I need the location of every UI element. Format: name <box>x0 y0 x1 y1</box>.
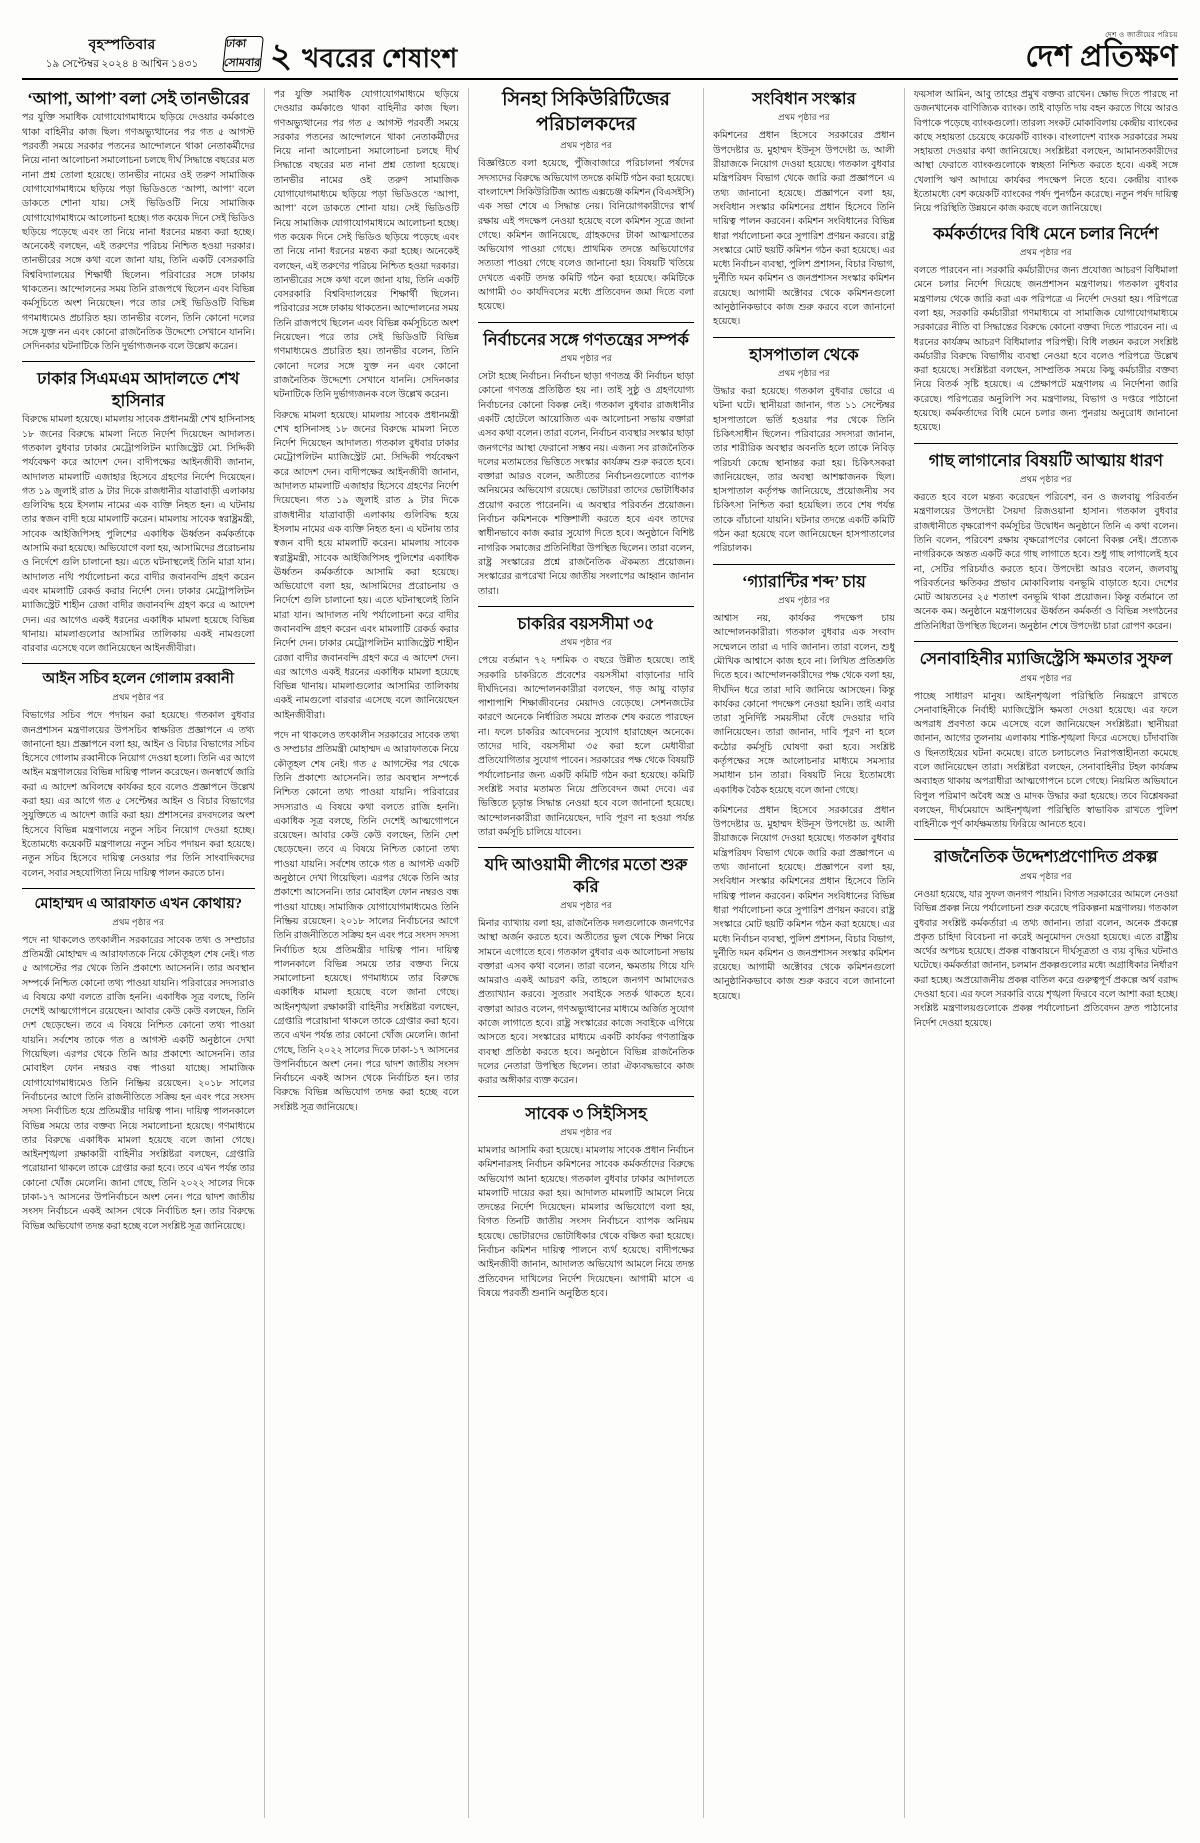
article-guarantee <box>713 571 895 798</box>
divider <box>914 443 1178 444</box>
divider <box>478 322 694 323</box>
divider <box>22 361 255 362</box>
article-headline: আইন সচিব হলেন গোলাম রব্বানী <box>42 671 234 688</box>
masthead <box>22 18 1178 80</box>
continued-label: প্রথম পৃষ্ঠার পর <box>778 112 830 123</box>
newspaper-logo: দেশ প্রতিক্ষণ <box>1025 40 1178 73</box>
article-headline: সেনাবাহিনীর ম্যাজিস্ট্রেসি ক্ষমতার সুফল <box>919 649 1173 669</box>
article-body: মিনার ব্যাখ্যায় বলা হয়, রাজনৈতিক দলগুলোকে জনগণের আস্থা অর্জন করতে হবে। অতীতের ভুল থেকে শিক্ষা নিয়ে সামনে এগোতে হবে। গতকাল বুধবার এক আলোচনা সভায় বক্তারা এসব কথা বলেন। তারা বলেন, ক্ষমতায় গিয়ে যদি আমরাও একই আচরণ করি, তাহলে জনগণ আমাদেরও প্রত্যাখ্যান করবে। সুতরাং সবাইকে সতর্ক থাকতে হবে। বক্তারা আরও বলেন, গণঅভ্যুত্থানের মাধ্যমে অর্জিত সুযোগ কাজে লাগাতে হবে। রাষ্ট্র সংস্কারের কাজে সবাইকে এগিয়ে আসতে হবে। সংস্কারের মাধ্যমে একটি কার্যকর গণতান্ত্রিক ব্যবস্থা প্রতিষ্ঠা করতে হবে। অনুষ্ঠানে বিভিন্ন রাজনৈতিক দলের নেতারা উপস্থিত ছিলেন। তারা ঐক্যবদ্ধভাবে কাজ করার অঙ্গীকার ব্যক্ত করেন। <box>477 919 695 1087</box>
article-headline: সাবেক ৩ সিইসিসহ <box>525 1103 647 1123</box>
article-chakrir-boyos <box>478 613 694 840</box>
article-body: পদে না থাকলেও তৎকালীন সরকারের সাবেক তথ্য ও সম্প্রচার প্রতিমন্ত্রী মোহাম্মদ এ আরাফাতকে নিয়ে কৌতূহল শেষ নেই। গত ৫ আগস্টের পর থেকে তিনি প্রকাশ্যে আসেননি। তার অবস্থান সম্পর্কে নিশ্চিত কোনো তথ্য পাওয়া যায়নি। পরিবারের সদস্যরাও এ বিষয়ে কথা বলতে রাজি হননি। একাধিক সূত্র বলছে, তিনি দেশেই আত্মগোপনে রয়েছেন। আবার কেউ কেউ বলছেন, তিনি দেশ ছেড়েছেন। তবে এ বিষয়ে নিশ্চিত কোনো তথ্য পাওয়া যায়নি। সর্বশেষ তাকে গত ৪ আগস্ট একটি অনুষ্ঠানে দেখা গিয়েছিল। এরপর থেকে তিনি আর প্রকাশ্যে আসেননি। তার মোবাইল ফোন নম্বরও বন্ধ পাওয়া যাচ্ছে। সামাজিক যোগাযোগমাধ্যমেও তিনি নিষ্ক্রিয় রয়েছেন। ২০১৮ সালের নির্বাচনের আগে তিনি রাজনীতিতে সক্রিয় হন এবং পরে সংসদ সদস্য নির্বাচিত হয়ে প্রতিমন্ত্রীর দায়িত্ব পান। দায়িত্ব পালনকালে বিভিন্ন সময়ে তার বক্তব্য নিয়ে সমালোচনা হয়েছে। গণমাধ্যমে তার বিরুদ্ধে একাধিক মামলা হয়েছে বলে জানা গেছে। আইনশৃঙ্খলা রক্ষাকারী বাহিনীর সংশ্লিষ্টরা বলছেন, গ্রেপ্তারি পরোয়ানা থাকলে তাকে গ্রেপ্তার করা হবে। তবে এখন পর্যন্ত তার কোনো খোঁজ মেলেনি। জানা গেছে, তিনি ২০২২ সালের দিকে ঢাকা-১৭ আসনের উপনির্বাচনে অংশ নেন। পরে দ্বাদশ জাতীয় সংসদ নির্বাচনে একই আসন থেকে নির্বাচিত হন। তার বিরুদ্ধে বিভিন্ন অভিযোগ তদন্ত করা হচ্ছে বলে সংশ্লিষ্ট সূত্র জানিয়েছে। <box>22 935 255 1232</box>
divider <box>478 847 694 848</box>
continued-label: প্রথম পৃষ্ঠার পর <box>1020 870 1072 881</box>
continued-label: প্রথম পৃষ্ঠার পর <box>112 916 165 927</box>
continued-label: প্রথম পৃষ্ঠার পর <box>560 637 612 648</box>
continued-label: প্রথম পৃষ্ঠার পর <box>1020 672 1072 683</box>
article-headline: রাজনৈতিক উদ্দেশ্যপ্রণোদিত প্রকল্প <box>934 847 1158 867</box>
column-5 <box>905 88 1178 1818</box>
divider <box>713 337 895 338</box>
article-headline: সংবিধান সংস্কার <box>752 89 856 108</box>
divider <box>914 641 1178 642</box>
article-body-continued: পর যুক্তি সমাধিক যোগাযোগমাধ্যমে ছড়িয়ে দেওয়ার কর্মকাণ্ডে থাকা বাহিনীর কাজ ছিল। গণঅভ্যুত্থানের পর গত ৫ আগস্ট পরবর্তী সময়ে সরকার পতনের আন্দোলনে থাকা নেতাকর্মীদের নিয়ে নানা আলোচনা সমালোচনা চলছে দীর্ঘ সিদ্ধান্তে বছরের মত নানা প্রশ্ন তোলা হয়েছে। তানভীর নামের ওই তরুণ সামাজিক যোগাযোগমাধ্যমে ছড়িয়ে পড়া ভিডিওতে ‘আপা, আপা’ বলে ডাকতে শোনা যায়। সেই ভিডিওটি নিয়ে সামাজিক যোগাযোগমাধ্যমে আলোচনা হচ্ছে। গত কয়েক দিনে সেই ভিডিও ছড়িয়ে পড়েছে এবং তা নিয়ে নানা ধরনের মন্তব্য করা হচ্ছে। অনেকেই বলছেন, এই তরুণের পরিচয় নিশ্চিত হওয়া দরকার। তানভীরের সঙ্গে কথা বলে জানা যায়, তিনি একটি বেসরকারি বিশ্ববিদ্যালয়ের শিক্ষার্থী ছিলেন। পরিবারের সঙ্গে ঢাকায় থাকতেন। আন্দোলনের সময় তিনি রাজপথে ছিলেন এবং বিভিন্ন কর্মসূচিতে অংশ নিয়েছেন। পরে তার সেই ভিডিওটি বিভিন্ন গণমাধ্যমেও প্রচারিত হয়। তানভীর বলেন, তিনি কোনো দলের সঙ্গে যুক্ত নন এবং কোনো রাজনৈতিক উদ্দেশ্যে সেখানে যাননি। সেদিনকার ঘটনাটিকে তিনি দুর্ভাগ্যজনক বলে উল্লেখ করেন। <box>273 90 459 401</box>
masthead-day: বৃহস্পতিবার <box>88 37 156 53</box>
continued-label: প্রথম পৃষ্ঠার পর <box>112 692 165 703</box>
article-hospital <box>713 344 895 557</box>
article-mohammad-arafat <box>22 895 255 1234</box>
article-kormokortader <box>914 223 1178 436</box>
article-body: নেওয়া হয়েছে, যার সুফল জনগণ পায়নি। বিগত সরকারের আমলে নেওয়া বিভিন্ন প্রকল্প নিয়ে পর্যালোচনা শুরু করেছে পরিকল্পনা মন্ত্রণালয়। গতকাল বুধবার সংশ্লিষ্ট কর্মকর্তারা এ তথ্য জানান। তারা বলেন, অনেক প্রকল্পে প্রকৃত চাহিদা বিবেচনা না করেই অনুমোদন দেওয়া হয়েছে। এতে রাষ্ট্রীয় অর্থের অপচয় হয়েছে। প্রকল্প বাস্তবায়নে দীর্ঘসূত্রতা ও ব্যয় বৃদ্ধির ঘটনাও ঘটেছে। কর্মকর্তারা জানান, চলমান প্রকল্পগুলোর মধ্যে অগ্রাধিকার নির্ধারণ করা হচ্ছে। অপ্রয়োজনীয় প্রকল্প বাতিল করে গুরুত্বপূর্ণ প্রকল্পে অর্থ বরাদ্দ দেওয়া হবে। এর ফলে সরকারি ব্যয়ে শৃঙ্খলা ফিরবে বলে আশা করা হচ্ছে। সংশ্লিষ্ট মন্ত্রণালয়গুলোকে প্রকল্প পর্যালোচনা প্রতিবেদন দ্রুত পাঠানোর নির্দেশ দেওয়া হয়েছে। <box>913 889 1178 1029</box>
article-headline: মোহাম্মদ এ আরাফাত এখন কোথায়? <box>34 895 242 912</box>
divider <box>22 663 255 664</box>
continued-label: প্রথম পৃষ্ঠার পর <box>560 140 612 151</box>
article-body-continued: পদে না থাকলেও তৎকালীন সরকারের সাবেক তথ্য ও সম্প্রচার প্রতিমন্ত্রী মোহাম্মদ এ আরাফাতকে নিয়ে কৌতূহল শেষ নেই। গত ৫ আগস্টের পর থেকে তিনি প্রকাশ্যে আসেননি। তার অবস্থান সম্পর্কে নিশ্চিত কোনো তথ্য পাওয়া যায়নি। পরিবারের সদস্যরাও এ বিষয়ে কথা বলতে রাজি হননি। একাধিক সূত্র বলছে, তিনি দেশেই আত্মগোপনে রয়েছেন। আবার কেউ কেউ বলছেন, তিনি দেশ ছেড়েছেন। তবে এ বিষয়ে নিশ্চিত কোনো তথ্য পাওয়া যায়নি। সর্বশেষ তাকে গত ৪ আগস্ট একটি অনুষ্ঠানে দেখা গিয়েছিল। এরপর থেকে তিনি আর প্রকাশ্যে আসেননি। তার মোবাইল ফোন নম্বরও বন্ধ পাওয়া যাচ্ছে। সামাজিক যোগাযোগমাধ্যমেও তিনি নিষ্ক্রিয় রয়েছেন। ২০১৮ সালের নির্বাচনের আগে তিনি রাজনীতিতে সক্রিয় হন এবং পরে সংসদ সদস্য নির্বাচিত হয়ে প্রতিমন্ত্রীর দায়িত্ব পান। দায়িত্ব পালনকালে বিভিন্ন সময়ে তার বক্তব্য নিয়ে সমালোচনা হয়েছে। গণমাধ্যমে তার বিরুদ্ধে একাধিক মামলা হয়েছে বলে জানা গেছে। আইনশৃঙ্খলা রক্ষাকারী বাহিনীর সংশ্লিষ্টরা বলছেন, গ্রেপ্তারি পরোয়ানা থাকলে তাকে গ্রেপ্তার করা হবে। তবে এখন পর্যন্ত তার কোনো খোঁজ মেলেনি। জানা গেছে, তিনি ২০২২ সালের দিকে ঢাকা-১৭ আসনের উপনির্বাচনে অংশ নেন। পরে দ্বাদশ জাতীয় সংসদ নির্বাচনে একই আসন থেকে নির্বাচিত হন। তার বিরুদ্ধে বিভিন্ন অভিযোগ তদন্ত করা হচ্ছে বলে সংশ্লিষ্ট সূত্র জানিয়েছে। <box>273 731 459 1113</box>
continued-label: প্রথম পৃষ্ঠার পর <box>778 368 830 379</box>
article-body: বিজ্ঞপ্তিতে বলা হয়েছে, পুঁজিবাজারে পরিচালনা পর্ষদের সদস্যদের বিরুদ্ধে অভিযোগ তদন্তে কমিটি গঠন করা হয়েছে। বাংলাদেশ সিকিউরিটিজ অ্যান্ড এক্সচেঞ্জ কমিশন (বিএসইসি) এক সভা শেষে এ সিদ্ধান্ত নেয়। বিনিয়োগকারীদের স্বার্থ রক্ষায় এই পদক্ষেপ নেওয়া হয়েছে বলে কমিশন সূত্রে জানা গেছে। কমিশন জানিয়েছে, গ্রাহকদের টাকা আত্মসাতের অভিযোগ পাওয়া গেছে। প্রাথমিক তদন্তে অভিযোগের সত্যতা পাওয়া গেছে বলেও জানানো হয়। বিষয়টি খতিয়ে দেখতে একটি তদন্ত কমিটি গঠন করা হয়েছে। কমিটিকে আগামী ৩০ কার্যদিবসের মধ্যে প্রতিবেদন জমা দিতে বলা হয়েছে। <box>477 159 695 313</box>
article-body: কমিশনের প্রধান হিসেবে সরকারের প্রধান উপদেষ্টার ড. মুহাম্মদ ইউনূস উপদেষ্টা ড. আলী রীয়াজকে নিয়োগ দেওয়া হয়েছে। গতকাল বুধবার মন্ত্রিপরিষদ বিভাগ থেকে জারি করা প্রজ্ঞাপনে এ তথ্য জানানো হয়েছে। প্রজ্ঞাপনে বলা হয়, সংবিধান সংস্কার কমিশনের প্রধান হিসেবে তিনি দায়িত্ব পালন করবেন। কমিশন সংবিধানের বিভিন্ন ধারা পর্যালোচনা করে সুপারিশ প্রণয়ন করবে। রাষ্ট্র সংস্কারে মোট ছয়টি কমিশন গঠন করা হয়েছে। এর মধ্যে নির্বাচন ব্যবস্থা, পুলিশ প্রশাসন, বিচার বিভাগ, দুর্নীতি দমন কমিশন ও জনপ্রশাসন সংস্কার কমিশন রয়েছে। আগামী অক্টোবর থেকে কমিশনগুলো আনুষ্ঠানিকভাবে কাজ শুরু করবে বলে জানানো হয়েছে। <box>713 131 895 328</box>
article-sabek-teen <box>478 1103 694 1302</box>
article-headline: সিনহা সিকিউরিটিজের পরিচালকদের <box>502 89 670 135</box>
section-title: খবরের শেষাংশ <box>302 44 458 73</box>
masthead-date-block <box>22 37 222 74</box>
article-body: পর যুক্তি সমাধিক যোগাযোগমাধ্যমে ছড়িয়ে দেওয়ার কর্মকাণ্ডে থাকা বাহিনীর কাজ ছিল। গণঅভ্যুত্থানের পর গত ৫ আগস্ট পরবর্তী সময়ে সরকার পতনের আন্দোলনে থাকা নেতাকর্মীদের নিয়ে নানা আলোচনা সমালোচনা চলছে দীর্ঘ সিদ্ধান্তে বছরের মত নানা প্রশ্ন তোলা হয়েছে। তানভীর নামের ওই তরুণ সামাজিক যোগাযোগমাধ্যমে ছড়িয়ে পড়া ভিডিওতে ‘আপা, আপা’ বলে ডাকতে শোনা যায়। সেই ভিডিওটি নিয়ে সামাজিক যোগাযোগমাধ্যমে আলোচনা হচ্ছে। গত কয়েক দিনে সেই ভিডিও ছড়িয়ে পড়েছে এবং তা নিয়ে নানা ধরনের মন্তব্য করা হচ্ছে। অনেকেই বলছেন, এই তরুণের পরিচয় নিশ্চিত হওয়া দরকার। তানভীরের সঙ্গে কথা বলে জানা যায়, তিনি একটি বেসরকারি বিশ্ববিদ্যালয়ের শিক্ষার্থী ছিলেন। পরিবারের সঙ্গে ঢাকায় থাকতেন। আন্দোলনের সময় তিনি রাজপথে ছিলেন এবং বিভিন্ন কর্মসূচিতে অংশ নিয়েছেন। পরে তার সেই ভিডিওটি বিভিন্ন গণমাধ্যমেও প্রচারিত হয়। তানভীর বলেন, তিনি কোনো দলের সঙ্গে যুক্ত নন এবং কোনো রাজনৈতিক উদ্দেশ্যে সেখানে যাননি। সেদিনকার ঘটনাটিকে তিনি দুর্ভাগ্যজনক বলে উল্লেখ করেন। <box>22 113 255 353</box>
article-gach-lagano <box>914 450 1178 634</box>
article-body: পেয়ে বর্তমান ৭২ দশমিক ৩ বছরে উন্নীত হয়েছে। তাই সরকারি চাকরিতে প্রবেশের বয়সসীমা বাড়ানোর দাবি দীর্ঘদিনের। আন্দোলনকারীরা বলছেন, গড় আয়ু বাড়ার পাশাপাশি শিক্ষাজীবনের মেয়াদও বেড়েছে। সেশনজটের কারণে অনেকে নির্ধারিত সময়ে স্নাতক শেষ করতে পারছেন না। ফলে চাকরির আবেদনের সুযোগ হারাচ্ছেন অনেকে। তাদের দাবি, বয়সসীমা ৩৫ করা হলে মেধাবীরা প্রতিযোগিতার সুযোগ পাবেন। সরকারের পক্ষ থেকে বিষয়টি পর্যালোচনার জন্য একটি কমিটি গঠন করা হয়েছে। কমিটি সংশ্লিষ্ট সবার মতামত নিয়ে প্রতিবেদন জমা দেবে। এর ভিত্তিতে চূড়ান্ত সিদ্ধান্ত নেওয়া হবে বলে জানানো হয়েছে। আন্দোলনকারীরা জানিয়েছেন, দাবি পূরণ না হওয়া পর্যন্ত তারা কর্মসূচি চালিয়ে যাবেন। <box>477 656 695 838</box>
continued-label: প্রথম পৃষ্ঠার পর <box>1020 474 1072 485</box>
article-headline: ‘গ্যারান্টির শব্দ’ চায় <box>742 571 866 591</box>
divider <box>914 839 1178 840</box>
article-awami-leegue <box>478 854 694 1088</box>
article-body: উদ্ধার করা হয়েছে। গতকাল বুধবার ভোরে এ ঘটনা ঘটে। স্থানীয়রা জানান, গত ১১ সেপ্টেম্বর হাসপাতালে ভর্তি হওয়ার পর থেকে তিনি চিকিৎসাধীন ছিলেন। পরিবারের সদস্যরা জানান, তার শারীরিক অবস্থার অবনতি হলে তাকে নিবিড় পরিচর্যা কেন্দ্রে স্থানান্তর করা হয়। চিকিৎসকরা জানিয়েছেন, তার অবস্থা আশঙ্কাজনক ছিল। হাসপাতাল কর্তৃপক্ষ জানিয়েছে, প্রয়োজনীয় সব চিকিৎসা নিশ্চিত করা হয়েছিল। তবে শেষ পর্যন্ত তাকে বাঁচানো যায়নি। ঘটনার তদন্তে একটি কমিটি গঠন করা হয়েছে বলে জানিয়েছেন হাসপাতালের পরিচালক। <box>713 387 895 555</box>
column-2 <box>265 88 469 1818</box>
masthead-tagline: দেশ ও জাতীয়ের পরিচয় <box>1105 31 1178 39</box>
article-sangbidhan <box>713 88 895 330</box>
article-dhaka-cmm <box>22 368 255 656</box>
article-body: মামলার আসামি করা হয়েছে। মামলায় সাবেক প্রধান নির্বাচন কমিশনারসহ নির্বাচন কমিশনের সাবেক কর্মকর্তাদের বিরুদ্ধে অভিযোগ আনা হয়েছে। গতকাল বুধবার ঢাকার আদালতে মামলাটি দায়ের করা হয়। আদালত মামলাটি আমলে নিয়ে তদন্তের নির্দেশ দিয়েছেন। মামলার অভিযোগে বলা হয়, বিগত তিনটি জাতীয় সংসদ নির্বাচনে ব্যাপক অনিয়ম হয়েছে। ভোটারদের ভোটাধিকার থেকে বঞ্চিত করা হয়েছে। নির্বাচন কমিশন দায়িত্ব পালনে ব্যর্থ হয়েছে। বাদীপক্ষের আইনজীবী জানান, আদালত অভিযোগ আমলে নিয়ে তদন্ত প্রতিবেদন দাখিলের নির্দেশ দিয়েছেন। আগামী মাসে এ বিষয়ে পরবর্তী শুনানি অনুষ্ঠিত হবে। <box>477 1146 695 1299</box>
article-headline: হাসপাতাল থেকে <box>749 344 859 364</box>
article-body-continued: বিরুদ্ধে মামলা হয়েছে। মামলায় সাবেক প্রধানমন্ত্রী শেখ হাসিনাসহ ১৮ জনের বিরুদ্ধে মামলা নিতে নির্দেশ দিয়েছেন আদালত। গতকাল বুধবার ঢাকার মেট্রোপলিটন ম্যাজিস্ট্রেট মো. সিদ্দিকী পর্যবেক্ষণ করে আদেশ দেন। বাদীপক্ষের আইনজীবী জানান, আদালত মামলাটি এজাহার হিসেবে গ্রহণের নির্দেশ দিয়েছেন। গত ১৯ জুলাই রাত ৯ টার দিকে রাজধানীর যাত্রাবাড়ী এলাকায় গুলিবিদ্ধ হয়ে ইসলাম নামের এক ব্যক্তি নিহত হন। এ ঘটনায় তার স্বজন বাদী হয়ে মামলাটি করেন। মামলায় সাবেক স্বরাষ্ট্রমন্ত্রী, সাবেক আইজিপিসহ পুলিশের একাধিক ঊর্ধ্বতন কর্মকর্তাকে আসামি করা হয়েছে। অভিযোগে বলা হয়, আসামিদের প্ররোচনায় ও নির্দেশে গুলি চালানো হয়। এতে ঘটনাস্থলেই তিনি মারা যান। আদালত নথি পর্যালোচনা করে বাদীর জবানবন্দি গ্রহণ করেন এবং মামলাটি রেকর্ড করার নির্দেশ দেন। ঢাকার মেট্রোপলিটন ম্যাজিস্ট্রেট শাহীন রেজা বাদীর জবানবন্দি গ্রহণ করে এ আদেশ দেন। এর আগেও একই ধরনের একাধিক মামলা হয়েছে বিভিন্ন থানায়। মামলাগুলোর আসামির তালিকায় একই নামগুলো বারবার এসেছে বলে জানিয়েছেন আইনজীবীরা। <box>273 410 459 721</box>
divider <box>22 888 255 889</box>
continued-label: প্রথম পৃষ্ঠার পর <box>1020 247 1072 258</box>
continued-label: প্রথম পৃষ্ঠার পর <box>560 900 612 910</box>
article-ain-sochib <box>22 670 255 880</box>
divider <box>713 564 895 565</box>
masthead-date: ১৯ সেপ্টেম্বর ২০২৪ ৪ আশ্বিন ১৪৩১ <box>45 58 199 70</box>
continued-label: প্রথম পৃষ্ঠার পর <box>560 1127 612 1137</box>
article-body: বলতে পারবেন না। সরকারি কর্মচারীদের জন্য প্রযোজ্য আচরণ বিধিমালা মেনে চলার নির্দেশ দিয়েছে জনপ্রশাসন মন্ত্রণালয়। গতকাল বুধবার মন্ত্রণালয় থেকে জারি করা এক পরিপত্রে এ নির্দেশ দেওয়া হয়। পরিপত্রে বলা হয়, সরকারি কর্মচারীরা গণমাধ্যমে বা সামাজিক যোগাযোগমাধ্যমে সরকারের নীতি বা সিদ্ধান্তের বিরুদ্ধে কোনো বক্তব্য দিতে পারবেন না। এ ধরনের কার্যক্রম আচরণ বিধিমালার পরিপন্থী। বিধি লঙ্ঘন করলে সংশ্লিষ্ট কর্মচারীর বিরুদ্ধে বিভাগীয় ব্যবস্থা নেওয়া হবে বলেও পরিপত্রে উল্লেখ করা হয়েছে। সংশ্লিষ্টরা বলছেন, সাম্প্রতিক সময়ে কিছু কর্মচারীর বক্তব্য নিয়ে বিতর্ক সৃষ্টি হয়েছে। এ প্রেক্ষাপটে মন্ত্রণালয় এ নির্দেশনা জারি করেছে। পরিপত্রের অনুলিপি সব মন্ত্রণালয়, বিভাগ ও দপ্তরে পাঠানো হয়েছে। কর্মকর্তাদের বিধি মেনে চলার জন্য পুনরায় অনুরোধ জানানো হয়েছে। <box>913 266 1178 434</box>
article-rajnoitik <box>914 846 1178 1030</box>
article-sinha-security <box>478 88 694 315</box>
masthead-badge: ঢাকা সোমবার <box>222 36 264 72</box>
article-apa-apa <box>22 88 255 354</box>
article-body: করতে হবে বলে মন্তব্য করেছেন পরিবেশ, বন ও জলবায়ু পরিবর্তন মন্ত্রণালয়ের উপদেষ্টা সৈয়দা রিজওয়ানা হাসান। গতকাল বুধবার রাজধানীতে বৃক্ষরোপণ কর্মসূচির উদ্বোধন অনুষ্ঠানে তিনি এ কথা বলেন। তিনি বলেন, পরিবেশ রক্ষায় বৃক্ষরোপণের কোনো বিকল্প নেই। প্রত্যেক নাগরিককে অন্তত একটি করে গাছ লাগাতে হবে। শুধু গাছ লাগালেই হবে না, সেটির পরিচর্যাও করতে হবে। উপদেষ্টা আরও বলেন, জলবায়ু পরিবর্তনের ক্ষতিকর প্রভাব মোকাবিলায় বনভূমি বাড়াতে হবে। দেশের মোট আয়তনের ২৫ শতাংশ বনভূমি থাকা প্রয়োজন। কিন্তু বর্তমানে তা অনেক কম। অনুষ্ঠানে মন্ত্রণালয়ের ঊর্ধ্বতন কর্মকর্তা ও বিভিন্ন সংগঠনের প্রতিনিধিরা উপস্থিত ছিলেন। অনুষ্ঠান শেষে উপদেষ্টা চারা রোপণ করেন। <box>913 493 1178 632</box>
masthead-logo-block <box>1025 29 1178 74</box>
article-body: সেটা হচ্ছে নির্বাচন। নির্বাচন ছাড়া গণতন্ত্র কী নির্বাচন ছাড়া কোনো গণতন্ত্র প্রতিষ্ঠিত হয় না। তাই সুষ্ঠু ও গ্রহণযোগ্য নির্বাচনের কোনো বিকল্প নেই। গতকাল বুধবার রাজধানীর একটি হোটেলে আয়োজিত এক আলোচনা সভায় বক্তারা এসব কথা বলেন। তারা বলেন, নির্বাচন ব্যবস্থার সংস্কার ছাড়া জনগণের আস্থা ফেরানো সম্ভব নয়। এজন্য সব রাজনৈতিক দলের মতামতের ভিত্তিতে সংস্কার কার্যক্রম শুরু করতে হবে। বক্তারা আরও বলেন, অতীতের নির্বাচনগুলোতে ব্যাপক অনিয়মের অভিযোগ রয়েছে। ভোটাররা তাদের ভোটাধিকার প্রয়োগ করতে পারেননি। এ অবস্থার পরিবর্তন প্রয়োজন। নির্বাচন কমিশনকে শক্তিশালী করতে হবে এবং তাদের স্বাধীনভাবে কাজ করার সুযোগ দিতে হবে। অনুষ্ঠানে বিশিষ্ট নাগরিক সমাজের প্রতিনিধিরা উপস্থিত ছিলেন। তারা বলেন, রাষ্ট্র সংস্কারের প্রশ্নে রাজনৈতিক ঐকমত্য প্রয়োজন। সংস্কারের রূপরেখা নিয়ে জাতীয় সংলাপের আহ্বান জানান তারা। <box>477 372 695 597</box>
column-1 <box>22 88 265 1818</box>
columns-container <box>22 88 1178 1818</box>
column-3 <box>469 88 704 1818</box>
continued-label: প্রথম পৃষ্ঠার পর <box>778 595 830 606</box>
article-body: আশ্বাস নয়, কার্যকর পদক্ষেপ চায় আন্দোলনকারীরা। গতকাল বুধবার এক সংবাদ সম্মেলনে তারা এ দাবি জানান। তারা বলেন, শুধু মৌখিক আশ্বাসে কাজ হবে না। লিখিত প্রতিশ্রুতি দিতে হবে। আন্দোলনকারীদের পক্ষ থেকে বলা হয়, দীর্ঘদিন ধরে তারা দাবি জানিয়ে আসছেন। কিন্তু কার্যকর কোনো পদক্ষেপ নেওয়া হয়নি। তাই এবার তারা সুনির্দিষ্ট সময়সীমা বেঁধে দেওয়ার দাবি জানিয়েছেন। তারা জানান, দাবি পূরণ না হলে কঠোর কর্মসূচি ঘোষণা করা হবে। সংশ্লিষ্ট কর্তৃপক্ষের সঙ্গে আলোচনার মাধ্যমে সমস্যার সমাধান চান তারা। বিষয়টি নিয়ে ইতোমধ্যে একাধিক বৈঠক হয়েছে বলে জানা গেছে। <box>713 614 895 796</box>
article-headline: ‘আপা, আপা’ বলা সেই তানভীরের <box>27 89 250 108</box>
divider <box>478 1096 694 1097</box>
article-headline: নির্বাচনের সঙ্গে গণতন্ত্রের সম্পর্ক <box>483 329 689 349</box>
article-body: বিভাগের সচিব পদে পদায়ন করা হয়েছে। গতকাল বুধবার জনপ্রশাসন মন্ত্রণালয়ের উপসচিব স্বাক্ষরিত প্রজ্ঞাপনে এ তথ্য জানানো হয়। প্রজ্ঞাপনে বলা হয়, আইন ও বিচার বিভাগের সচিব হিসেবে গোলাম রব্বানীকে নিয়োগ দেওয়া হলো। তিনি এর আগে আইন মন্ত্রণালয়ের বিভিন্ন দায়িত্ব পালন করেছেন। জনস্বার্থে জারি করা এ আদেশ অবিলম্বে কার্যকর হবে বলেও প্রজ্ঞাপনে উল্লেখ করা হয়। এর আগে গত ৫ সেপ্টেম্বর আইন ও বিচার বিভাগের সুযুক্তিতে এ আদেশ জারি করা হয়। প্রশাসনের রদবদলের অংশ হিসেবে বিভিন্ন মন্ত্রণালয়ে নতুন সচিব নিয়োগ দেওয়া হচ্ছে। ইতোমধ্যে কয়েকটি মন্ত্রণালয়ে নতুন সচিব পদায়ন করা হয়েছে। নতুন সচিব হিসেবে দায়িত্ব নেওয়ার পর তিনি সাংবাদিকদের বলেন, সবার সহযোগিতা নিয়ে দায়িত্ব পালন করতে চান। <box>22 711 255 879</box>
article-body: পাচ্ছে সাধারণ মানুষ। আইনশৃঙ্খলা পরিস্থিতি নিয়ন্ত্রণে রাখতে সেনাবাহিনীকে নির্বাহী ম্যাজিস্ট্রেসি ক্ষমতা দেওয়া হয়েছে। এর ফলে অপরাধ প্রবণতা কমে এসেছে বলে জানিয়েছেন সংশ্লিষ্টরা। স্থানীয়রা জানান, আগের তুলনায় এলাকায় শান্তি-শৃঙ্খলা ফিরে এসেছে। চাঁদাবাজি ও ছিনতাইয়ের ঘটনা কমেছে। রাতে চলাচলেও নিরাপত্তাহীনতা কমেছে বলে জানিয়েছেন তারা। সংশ্লিষ্টরা বলছেন, সেনাবাহিনীর টহল কার্যক্রম অব্যাহত থাকায় অপরাধীরা আত্মগোপনে চলে গেছে। নিয়মিত অভিযানে বিপুল পরিমাণ অবৈধ অস্ত্র ও মাদক উদ্ধার করা হয়েছে। তবে বিশ্লেষকরা বলছেন, দীর্ঘমেয়াদে আইনশৃঙ্খলা পরিস্থিতি স্বাভাবিক রাখতে পুলিশ বাহিনীকে পূর্ণ কার্যক্ষমতায় ফিরিয়ে আনতে হবে। <box>913 691 1178 831</box>
article-headline: গাছ লাগানোর বিষয়টি আত্মায় ধারণ <box>928 450 1164 470</box>
article-headline: যদি আওয়ামী লীগের মতো শুরু করি <box>484 855 688 896</box>
continued-label: প্রথম পৃষ্ঠার পর <box>560 353 612 364</box>
article-headline: ঢাকার সিএমএম আদালতে শেখ হাসিনার <box>37 369 240 410</box>
article-headline: চাকরির বয়সসীমা ৩৫ <box>517 613 655 633</box>
article-body: বিরুদ্ধে মামলা হয়েছে। মামলায় সাবেক প্রধানমন্ত্রী শেখ হাসিনাসহ ১৮ জনের বিরুদ্ধে মামলা নিতে নির্দেশ দিয়েছেন আদালত। গতকাল বুধবার ঢাকার মেট্রোপলিটন ম্যাজিস্ট্রেট মো. সিদ্দিকী পর্যবেক্ষণ করে আদেশ দেন। বাদীপক্ষের আইনজীবী জানান, আদালত মামলাটি এজাহার হিসেবে গ্রহণের নির্দেশ দিয়েছেন। গত ১৯ জুলাই রাত ৯ টার দিকে রাজধানীর যাত্রাবাড়ী এলাকায় গুলিবিদ্ধ হয়ে ইসলাম নামের এক ব্যক্তি নিহত হন। এ ঘটনায় তার স্বজন বাদী হয়ে মামলাটি করেন। মামলায় সাবেক স্বরাষ্ট্রমন্ত্রী, সাবেক আইজিপিসহ পুলিশের একাধিক ঊর্ধ্বতন কর্মকর্তাকে আসামি করা হয়েছে। অভিযোগে বলা হয়, আসামিদের প্ররোচনায় ও নির্দেশে গুলি চালানো হয়। এতে ঘটনাস্থলেই তিনি মারা যান। আদালত নথি পর্যালোচনা করে বাদীর জবানবন্দি গ্রহণ করেন এবং মামলাটি রেকর্ড করার নির্দেশ দেন। ঢাকার মেট্রোপলিটন ম্যাজিস্ট্রেট শাহীন রেজা বাদীর জবানবন্দি গ্রহণ করে এ আদেশ দেন। এর আগেও একই ধরনের একাধিক মামলা হয়েছে বিভিন্ন থানায়। মামলাগুলোর আসামির তালিকায় একই নামগুলো বারবার এসেছে বলে জানিয়েছেন আইনজীবীরা। <box>22 415 255 655</box>
column-4 <box>704 88 905 1818</box>
page-number: ২ <box>270 38 293 75</box>
divider <box>478 606 694 607</box>
article-headline: কর্মকর্তাদের বিধি মেনে চলার নির্দেশ <box>933 223 1159 243</box>
article-body-continued: কমিশনের প্রধান হিসেবে সরকারের প্রধান উপদেষ্টার ড. মুহাম্মদ ইউনূস উপদেষ্টা ড. আলী রীয়াজকে নিয়োগ দেওয়া হয়েছে। গতকাল বুধবার মন্ত্রিপরিষদ বিভাগ থেকে জারি করা প্রজ্ঞাপনে এ তথ্য জানানো হয়েছে। প্রজ্ঞাপনে বলা হয়, সংবিধান সংস্কার কমিশনের প্রধান হিসেবে তিনি দায়িত্ব পালন করবেন। কমিশন সংবিধানের বিভিন্ন ধারা পর্যালোচনা করে সুপারিশ প্রণয়ন করবে। রাষ্ট্র সংস্কারে মোট ছয়টি কমিশন গঠন করা হয়েছে। এর মধ্যে নির্বাচন ব্যবস্থা, পুলিশ প্রশাসন, বিচার বিভাগ, দুর্নীতি দমন কমিশন ও জনপ্রশাসন সংস্কার কমিশন রয়েছে। আগামী অক্টোবর থেকে কমিশনগুলো আনুষ্ঠানিকভাবে কাজ শুরু করবে বলে জানানো হয়েছে। <box>713 805 895 1002</box>
article-nirbachon-ganotantra <box>478 329 694 599</box>
article-senabahini <box>914 648 1178 832</box>
article-body-fosol-amin: ফয়সাল আমিন, আবু তাহের প্রমুখ বক্তব্য রাখেন। ক্ষোভ দিতে পারছে না ডজনখানেক বাণিজ্যিক ব্যাংক। তাই বাড়তি দায় বহন করতে গিয়ে আরও বিপাকে পড়েছে ব্যাংকগুলো। তারল্য সংকট মোকাবিলায় কেন্দ্রীয় ব্যাংকের কাছে সহায়তা চেয়েছে কয়েকটি ব্যাংক। বাংলাদেশ ব্যাংক সরকারের সময় সহায়তা দেওয়ার কথা জানিয়েছে। সংশ্লিষ্টরা বলছেন, আমানতকারীদের আস্থা ফেরাতে ব্যাংকগুলোকে স্বচ্ছতা নিশ্চিত করতে হবে। একই সঙ্গে খেলাপি ঋণ আদায়ে কার্যকর পদক্ষেপ নিতে হবে। কেন্দ্রীয় ব্যাংক ইতোমধ্যে বেশ কয়েকটি ব্যাংকের পর্ষদ পুনর্গঠন করেছে। নতুন পর্ষদ দায়িত্ব নিয়ে পরিস্থিতি উন্নয়নে কাজ করছে বলে জানিয়েছে। <box>913 90 1178 215</box>
